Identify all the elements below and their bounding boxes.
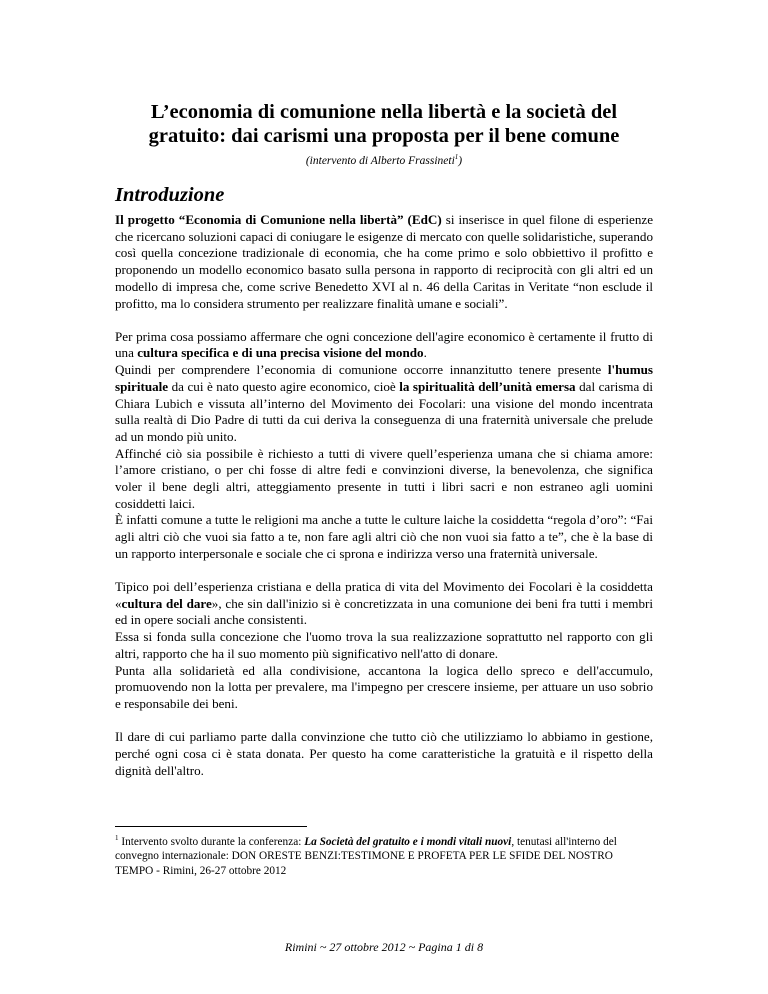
paragraph-1 [115, 212, 653, 312]
page-footer: Rimini ~ 27 ottobre 2012 ~ Pagina 1 di 8 [284, 940, 484, 954]
footnote [115, 831, 653, 879]
footnote-reference[interactable]: 1 [454, 153, 459, 161]
paragraph-text: Essa si fonda sulla concezione che l'uomo trova la sua realizzazione soprattutto nel rapporto con gli altri, rapporto che ha il suo momento più significativo nell'atto di donare. [115, 629, 653, 661]
bold-text: l'humus spirituale [115, 362, 653, 394]
footnote-text: Intervento svolto durante la conferenza: [118, 835, 305, 848]
paragraph-text: Per prima cosa possiamo affermare che ogni concezione dell'agire economico è certamente il frutto di una [115, 328, 653, 361]
footnote-conference-title: La Società del gratuito e i mondi vitali nuovi [304, 835, 512, 848]
paragraph-text: da cui è nato questo agire economico, cioè [168, 378, 400, 394]
paragraph-text: Quindi per comprendere l’economia di comunione occorre innanzitutto tenere presente [115, 362, 608, 378]
paragraph-2 [115, 329, 653, 563]
section-heading: Introduzione [115, 184, 225, 206]
byline-text: (intervento di Alberto Frassineti [305, 154, 455, 167]
bold-text: la spiritualità dell’unità emersa [399, 378, 576, 394]
footnote-separator [115, 826, 307, 827]
footnote-text: , tenutasi all'interno del convegno internazionale: DON ORESTE BENZI:TESTIMONE E PROFETA PER LE SFIDE DEL NOSTRO TEMPO - Rimini, 26-27 ottobre 2012 [115, 835, 617, 877]
paragraph-text: dal carisma di Chiara Lubich e vissuta all’interno del Movimento dei Focolari: una visione del mondo incentrata sulla realtà di Dio Padre di tutti da cui deriva la conseguenza di una fraternità universale che prelude ad un mondo più unito. [115, 378, 653, 444]
bold-text: Il progetto “Economia di Comunione nella libertà” (EdC) [115, 212, 442, 227]
paragraph-text: Il dare di cui parliamo parte dalla convinzione che tutto ciò che utilizziamo lo abbiamo in gestione, perché ogni cosa ci è stata donata. Per questo ha come caratteristiche la gratuità e il rispetto della dignità dell'altro. [115, 729, 653, 778]
footnote-mark: 1 [115, 834, 119, 842]
bold-text: cultura del dare [121, 595, 212, 611]
title-line-1: L’economia di comunione nella libertà e la società del [150, 101, 618, 123]
title-line-2: gratuito: dai carismi una proposta per il bene comune [148, 125, 620, 147]
paragraph-text: Punta alla solidarietà ed alla condivisione, accantona la logica dello spreco e dell'accumulo, promuovendo non la lotta per prevalere, ma l'impegno per crescere insieme, per attuare un uso sobrio e responsabile dei beni. [115, 662, 653, 711]
paragraph-text: si inserisce in quel filone di esperienze che ricercano soluzioni capaci di coniugare le esigenze di mercato con quelle solidaristiche, superando così quella concezione tradizionale di economia, che ha come primo e solo obbiettivo il profitto e proponendo un modello economico basato sulla persona in rapporto di reciprocità con gli altri ed un modello di impresa che, come scrive Benedetto XVI al n. 46 della Caritas in Veritate “non esclude il profitto, ma lo considera strumento per realizzare finalità umane e sociali”. [115, 212, 653, 311]
paragraph-text: Affinché ciò sia possibile è richiesto a tutti di vivere quell’esperienza umana che si chiama amore: l’amore cristiano, o per chi fosse di altre fedi e convinzioni diverse, la benevolenza, che significa voler il bene degli altri, atteggiamento presente in tutti i libri sacri e non estraneo agli uomini cosiddetti laici. [115, 445, 653, 511]
paragraph-text: . [423, 345, 427, 361]
body-text [115, 212, 653, 796]
bold-text: cultura specifica e di una precisa visione del mondo [137, 345, 424, 361]
byline [96, 151, 672, 168]
paragraph-text: Tipico poi dell’esperienza cristiana e della pratica di vita del Movimento dei Focolari è la cosiddetta « [115, 579, 653, 611]
byline-close: ) [458, 154, 463, 167]
paragraph-3 [115, 579, 653, 713]
paragraph-4 [115, 729, 653, 779]
paragraph-text: È infatti comune a tutte le religioni ma anche a tutte le culture laiche la cosiddetta “regola d’oro”: “Fai agli altri ciò che vuoi sia fatto a te, non fare agli altri ciò che non vuoi sia fatto a te”, che è la base di un rapporto interpersonale e sociale che ci sprona e indirizza verso una fraternità universale. [115, 512, 653, 561]
document-title [96, 100, 672, 148]
paragraph-text: », che sin dall'inizio si è concretizzata in una comunione dei beni fra tutti i membri ed in opere sociali anche consistenti. [115, 595, 653, 628]
